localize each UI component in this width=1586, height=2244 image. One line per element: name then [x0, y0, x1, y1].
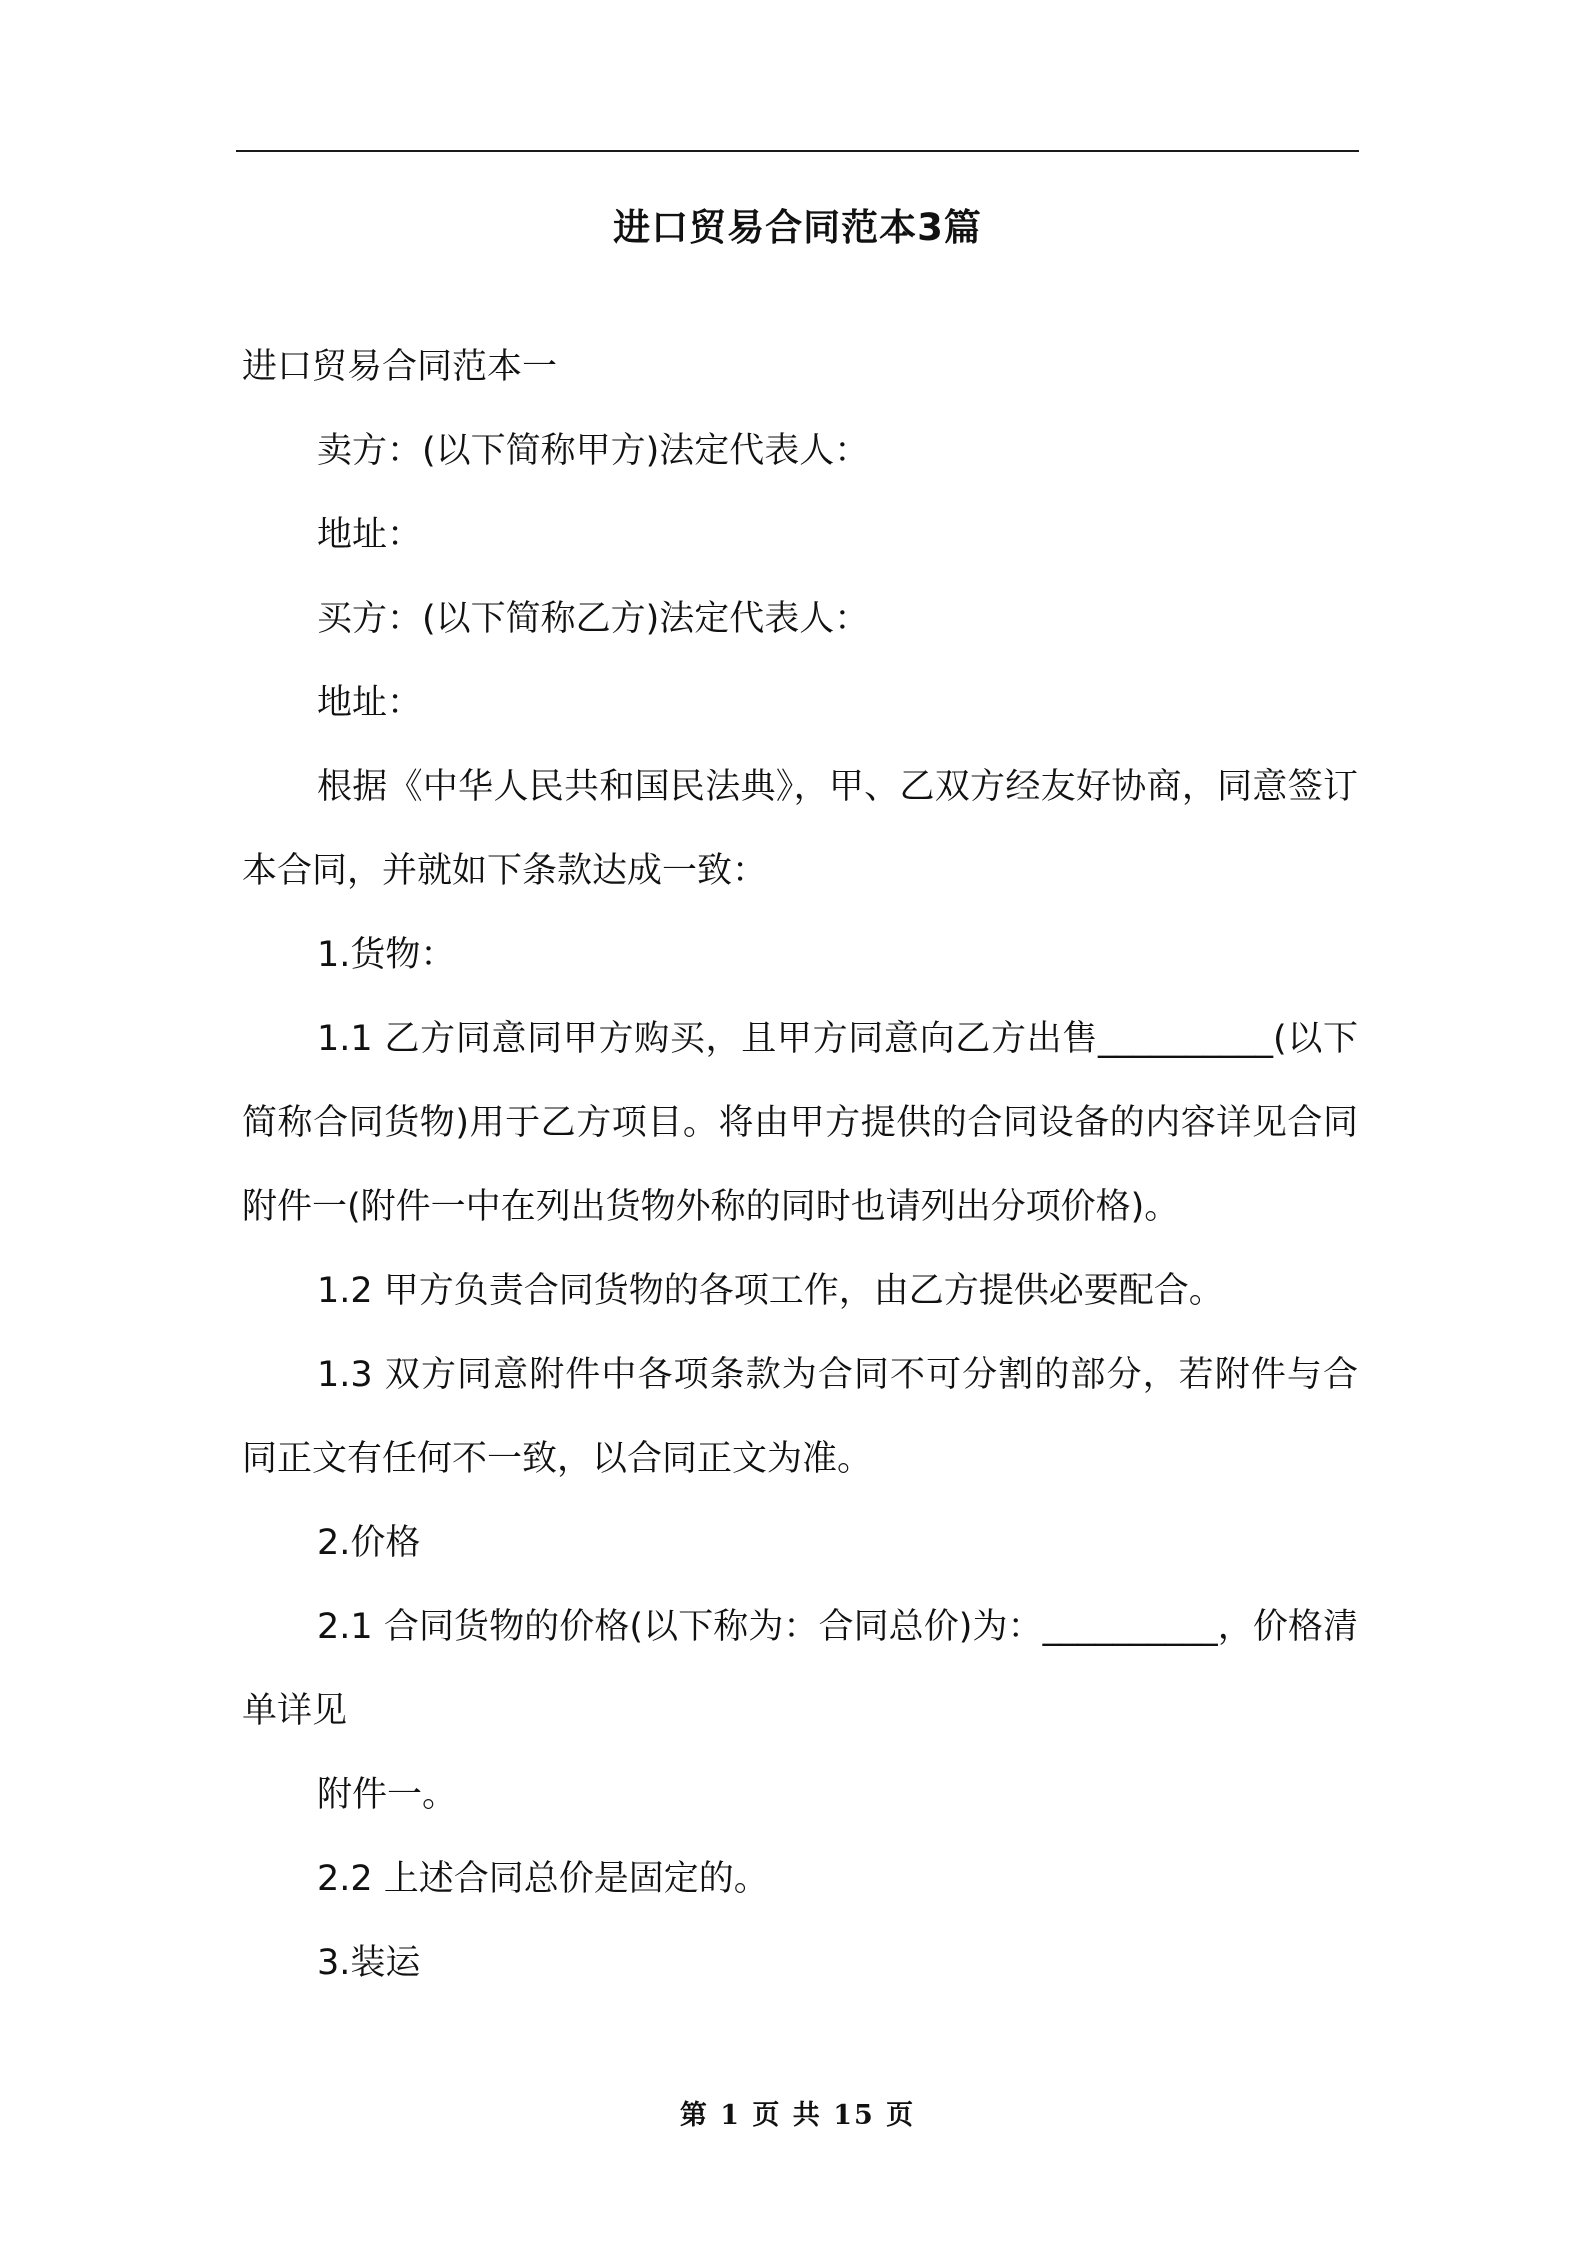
- body-paragraph: 2.价格: [317, 1523, 421, 1563]
- document-body: [242, 325, 1358, 2005]
- header-rule: [236, 150, 1359, 152]
- body-paragraph: 2.1 合同货物的价格(以下称为：合同总价)为：__________，价格清单详见: [242, 1607, 1358, 1731]
- page-number-footer: 第 1 页 共 15 页: [679, 2100, 916, 2131]
- body-paragraph: 卖方：(以下简称甲方)法定代表人：: [317, 431, 870, 471]
- body-paragraph: 1.1 乙方同意同甲方购买，且甲方同意向乙方出售__________(以下简称合同货物)用于乙方项目。将由甲方提供的合同设备的内容详见合同附件一(附件一中在列出货物外称的同时也请列出分项价格)。: [242, 1019, 1358, 1227]
- body-paragraph: 地址：: [317, 683, 423, 723]
- document-title: 进口贸易合同范本3篇: [613, 206, 982, 249]
- body-paragraph: 地址：: [317, 515, 423, 555]
- body-paragraph: 1.3 双方同意附件中各项条款为合同不可分割的部分，若附件与合同正文有任何不一致，以合同正文为准。: [242, 1355, 1358, 1479]
- body-paragraph: 买方：(以下简称乙方)法定代表人：: [317, 599, 870, 639]
- body-paragraph: 1.2 甲方负责合同货物的各项工作，由乙方提供必要配合。: [317, 1271, 1224, 1311]
- body-paragraph: 1.货物：: [317, 935, 456, 975]
- body-paragraph: 3.装运: [317, 1943, 421, 1983]
- body-paragraph: 根据《中华人民共和国民法典》，甲、乙双方经友好协商，同意签订本合同，并就如下条款达成一致：: [242, 767, 1358, 891]
- body-paragraph: 2.2 上述合同总价是固定的。: [317, 1859, 769, 1899]
- body-paragraph: 进口贸易合同范本一: [242, 347, 558, 387]
- body-paragraph: 附件一。: [317, 1775, 458, 1815]
